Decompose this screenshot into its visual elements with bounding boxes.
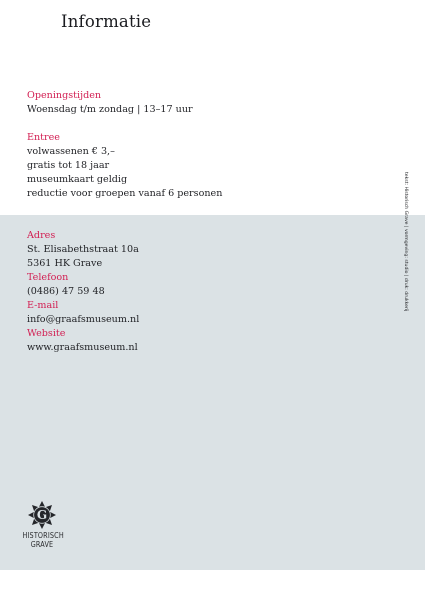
entree-label: Entree (27, 132, 60, 143)
colophon-text: tekst: Historisch Grave | vormgeving: studio | druk: drukkerij (403, 172, 408, 312)
website-label: Website (27, 328, 66, 339)
star-badge-icon (27, 500, 57, 530)
email-link[interactable]: info@graafsmuseum.nl (27, 314, 140, 325)
contact-section (27, 229, 139, 355)
logo-letter: G (36, 508, 48, 523)
phone-number[interactable]: (0486) 47 59 48 (27, 286, 105, 297)
address-label: Adres (27, 230, 56, 241)
entree-line-free: gratis tot 18 jaar (27, 160, 110, 171)
opening-hours-text: Woensdag t/m zondag | 13–17 uur (27, 104, 193, 115)
entree-section (27, 131, 222, 201)
logo-line-historisch: HISTORISCH (22, 531, 64, 540)
opening-hours-section (27, 89, 193, 117)
logo-text (22, 531, 64, 549)
historisch-grave-logo (19, 500, 65, 549)
website-link[interactable]: www.graafsmuseum.nl (27, 342, 138, 353)
opening-hours-label: Openingstijden (27, 90, 102, 101)
logo-line-grave: GRAVE (30, 539, 54, 549)
entree-line-groups: reductie voor groepen vanaf 6 personen (27, 188, 223, 199)
entree-line-museumkaart: museumkaart geldig (27, 174, 128, 185)
email-label: E-mail (27, 300, 59, 311)
entree-line-adults: volwassenen € 3,– (27, 146, 115, 157)
address-city: 5361 HK Grave (27, 258, 103, 269)
contact-panel (0, 215, 425, 570)
page-title: Informatie (61, 12, 152, 31)
address-street: St. Elisabethstraat 10a (27, 244, 139, 255)
phone-label: Telefoon (27, 272, 69, 283)
